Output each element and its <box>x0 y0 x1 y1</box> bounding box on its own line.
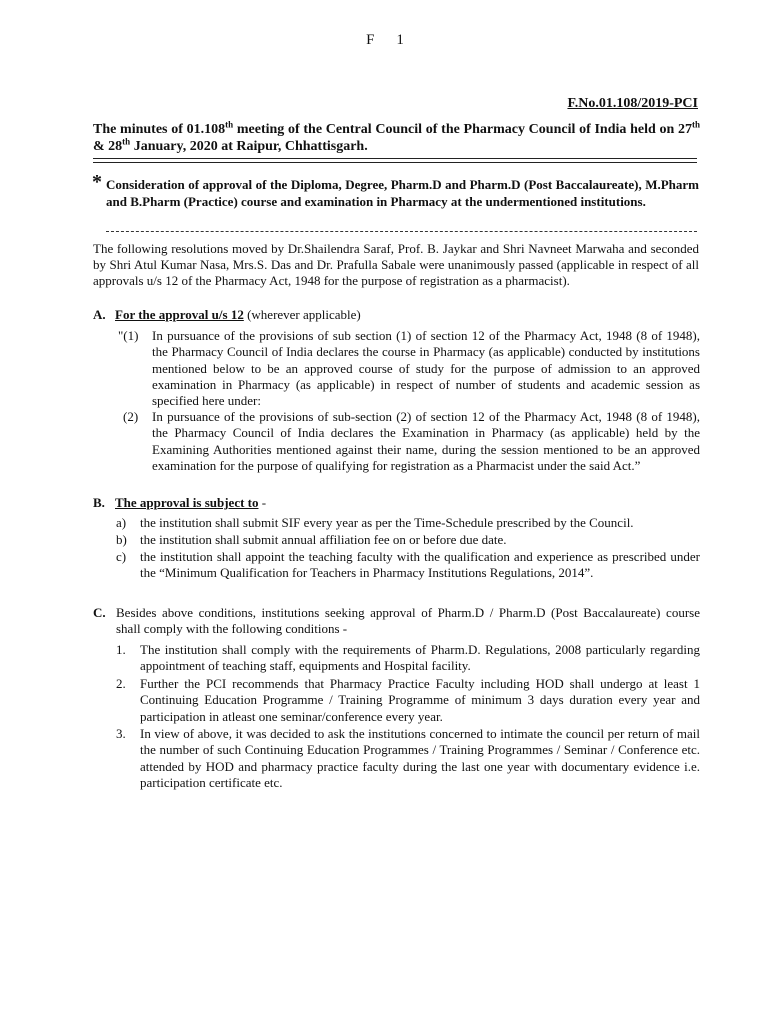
dashed-divider <box>106 231 697 232</box>
item-number: 2. <box>116 676 126 691</box>
item-number: b) <box>116 532 127 547</box>
section-c-item-3 <box>116 726 700 791</box>
header-mark-right: 1 <box>396 32 404 48</box>
section-b-letter: B. <box>93 495 105 510</box>
title-part-1: The minutes of 01.108 <box>93 122 226 137</box>
title-sup-2: th <box>692 119 701 130</box>
double-divider <box>93 158 697 163</box>
page-header-mark <box>0 32 770 49</box>
item-number: c) <box>116 549 127 564</box>
section-c-letter: C. <box>93 605 106 620</box>
intro-paragraph: The following resolutions moved by Dr.Shailendra Saraf, Prof. B. Jaykar and Shri Navneet Marwaha and seconded by Shri Atul Kumar Nasa, Mrs.S. Das and Dr. Prafulla Sabale were unanimously passed (applicable in respect of all approvals u/s 12 of the Pharmacy Act, 1948 for the purpose of registration as a pharmacist). <box>93 241 699 289</box>
item-text: the institution shall appoint the teaching faculty with the qualification and experience as prescribed under the “Minimum Qualification for Teachers in Pharmacy Institutions Regulations, 2014”. <box>140 549 700 581</box>
title-sup-1: th <box>225 119 234 130</box>
section-b-item-a <box>116 515 700 531</box>
item-number: (2) <box>123 409 139 424</box>
section-a-letter: A. <box>93 307 106 322</box>
item-number: 1. <box>116 642 126 657</box>
title-sup-3: th <box>122 136 131 147</box>
section-c-paragraph <box>93 605 700 638</box>
item-text: the institution shall submit annual affiliation fee on or before due date. <box>140 532 507 547</box>
title-part-3: & 28 <box>93 139 123 154</box>
section-b-suffix: - <box>258 495 267 510</box>
item-text: the institution shall submit SIF every year as per the Time-Schedule prescribed by the Council. <box>140 515 634 530</box>
section-b-item-b <box>116 532 700 548</box>
item-text: In pursuance of the provisions of sub-section (2) of section 12 of the Pharmacy Act, 1948 (8 of 1948), the Pharmacy Council of India declares the Examination in Pharmacy (as applicable) held by the Examining Authorities mentioned against their name, during the session mentioned to be an approved examination for the purpose of qualifying for registration as a Pharmacist under the said Act.” <box>152 409 700 473</box>
section-a-item-1 <box>118 328 700 409</box>
section-c-text: Besides above conditions, institutions seeking approval of Pharm.D / Pharm.D (Post Baccalaureate) course shall comply with the following conditions - <box>116 605 700 637</box>
item-text: The institution shall comply with the requirements of Pharm.D. Regulations, 2008 particularly regarding appointment of teaching staff, equipments and Hospital facility. <box>140 642 700 674</box>
item-text: Further the PCI recommends that Pharmacy Practice Faculty including HOD shall undergo at least 1 Continuing Education Programme / Training Programme of minimum 3 days duration every year and participation in atleast one seminar/conference every year. <box>140 676 700 724</box>
item-number: 3. <box>116 726 126 741</box>
section-b-title: The approval is subject to <box>115 495 259 510</box>
section-a-note: (wherever applicable) <box>243 307 361 322</box>
section-a-item-2 <box>123 409 700 474</box>
consideration-heading: Consideration of approval of the Diploma, Degree, Pharm.D and Pharm.D (Post Baccalaureate), M.Pharm and B.Pharm (Practice) course and examination in Pharmacy at the undermentioned institutions. <box>106 177 699 209</box>
section-a-title: For the approval u/s 12 <box>115 307 244 322</box>
asterisk-marker: * <box>92 171 102 193</box>
item-number: a) <box>116 515 127 530</box>
item-text: In view of above, it was decided to ask the institutions concerned to intimate the council per return of mail the number of such Continuing Education Programmes / Training Programmes / Seminar / Conference etc. attended by HOD and pharmacy practice faculty during the last one year with documentary evidence i.e. participation certificate etc. <box>140 726 700 790</box>
section-b-item-c <box>116 549 700 582</box>
section-c-item-1 <box>116 642 700 675</box>
file-number: F.No.01.108/2019-PCI <box>567 96 698 111</box>
minutes-title <box>93 121 700 155</box>
item-number: "(1) <box>118 328 139 343</box>
section-a-heading <box>93 307 361 323</box>
item-text: In pursuance of the provisions of sub section (1) of section 12 of the Pharmacy Act, 1948 (8 of 1948), the Pharmacy Council of India declares the course in Pharmacy (as applicable) conducted by institutions mentioned below to be an approved course of study for the purpose of admission to an approved examination in Pharmacy (as applicable) in respect of number of students and academic session as specified here under: <box>152 328 700 409</box>
header-mark-left: F <box>366 32 375 48</box>
title-part-2: meeting of the Central Council of the Pharmacy Council of India held on 27 <box>233 122 692 137</box>
section-b-heading <box>93 495 266 511</box>
section-c-item-2 <box>116 676 700 725</box>
title-part-4: January, 2020 at Raipur, Chhattisgarh. <box>130 139 368 154</box>
